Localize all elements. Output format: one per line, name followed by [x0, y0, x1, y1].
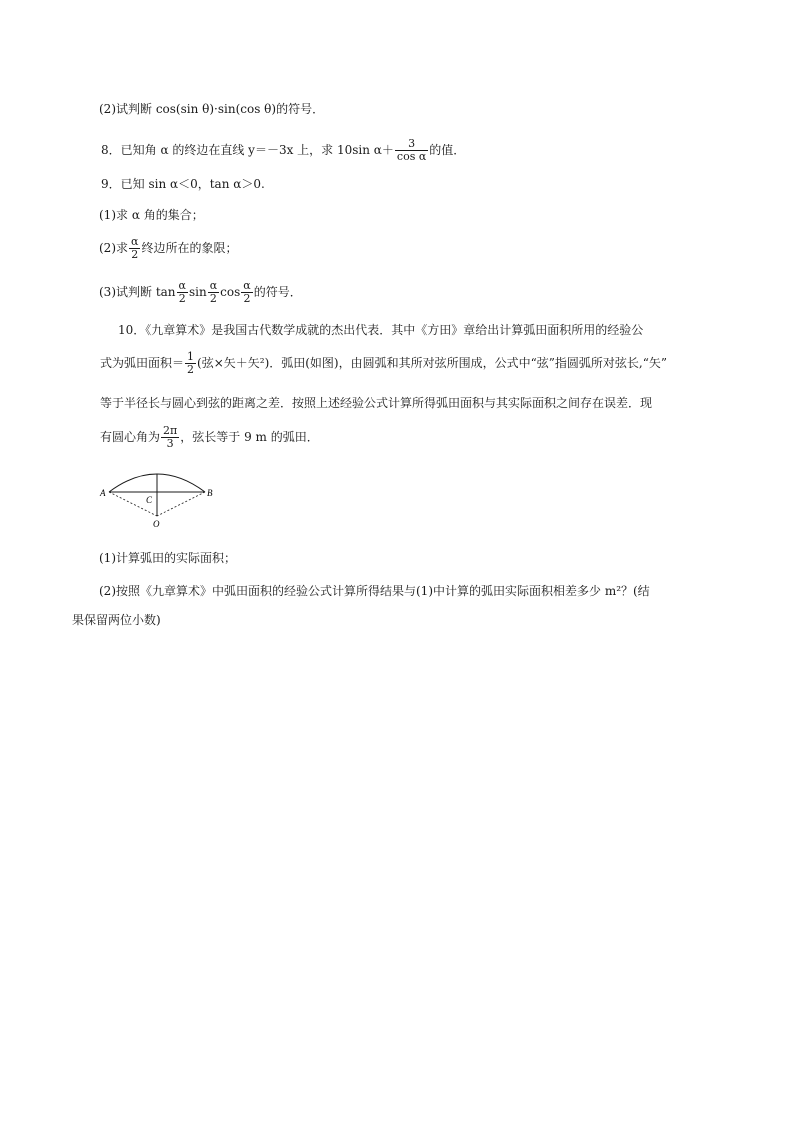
q10-line4: 有圆心角为 $\frac{2\pi}{3}$ ，弦长等于 9 m 的弧田．: [100, 424, 319, 450]
q9-part1-text: (1)求 α 角的集合；: [99, 208, 204, 222]
q9-part3-fraction-1: $\frac{\alpha}{2}$: [178, 279, 186, 305]
q10-line2: 式为弧田面积＝ $\frac{1}{2}$ (弦×矢＋矢²)．弧田(如图)，由圆弧和其所对弦所围成，公式中“弦”指圆弧所对弦长,“矢”: [100, 350, 667, 376]
label-b: B: [207, 488, 213, 498]
label-o: O: [153, 519, 160, 529]
q9-line: [101, 176, 265, 192]
q9-part3: (3)试判断 tan $\frac{\alpha}{2}$ sin $\frac{\alpha}{2}$ cos $\frac{\alpha}{2}$ 的符号．: [99, 279, 302, 305]
q9-part2-fraction: $\frac{\alpha}{2}$: [131, 235, 139, 261]
arc-field-figure: [97, 468, 217, 530]
q10-part2-line1: (2)按照《九章算术》中弧田面积的经验公式计算所得结果与(1)中计算的弧田实际面积相差多少 m²？(结: [99, 584, 650, 598]
q9-part3-fraction-2: $\frac{\alpha}{2}$: [209, 279, 218, 305]
q8-text-end: 的值．: [429, 143, 466, 157]
q10-part2-line2: 果保留两位小数): [72, 613, 161, 627]
q7-part2: [99, 101, 324, 117]
q10-angle-fraction: $\frac{2\pi}{3}$: [163, 424, 178, 450]
q8-text: 8．已知角 α 的终边在直线 y＝－3x 上，求 10sin α＋: [101, 143, 394, 157]
q9-part1: [99, 207, 204, 223]
q10-line3: 等于半径长与圆心到弦的距离之差．按照上述经验公式计算所得弧田面积与其实际面积之间存在误差．现: [100, 396, 653, 410]
q9-part3-fraction-3: $\frac{\alpha}{2}$: [243, 279, 251, 305]
q10-part1: (1)计算弧田的实际面积；: [99, 551, 236, 565]
q10-line1: 10．《九章算术》是我国古代数学成就的杰出代表．其中《方田》章给出计算弧田面积所用的经验公: [118, 323, 644, 337]
q9-text: 9．已知 sin α＜0，tan α＞0.: [101, 177, 265, 191]
q10-half-fraction: $\frac{1}{2}$: [187, 350, 195, 376]
q8-line: [101, 138, 465, 163]
q9-part2: (2)求 $\frac{\alpha}{2}$ 终边所在的象限；: [99, 235, 238, 261]
arc-field-diagram: [97, 468, 217, 530]
radius-ob: [157, 492, 205, 516]
label-a: A: [100, 488, 106, 498]
label-c: C: [146, 495, 153, 505]
q7-part2-text: (2)试判断 cos(sin θ)·sin(cos θ)的符号．: [99, 102, 325, 116]
q8-fraction: $\frac{3}{\text{cos α}}$: [396, 137, 427, 163]
